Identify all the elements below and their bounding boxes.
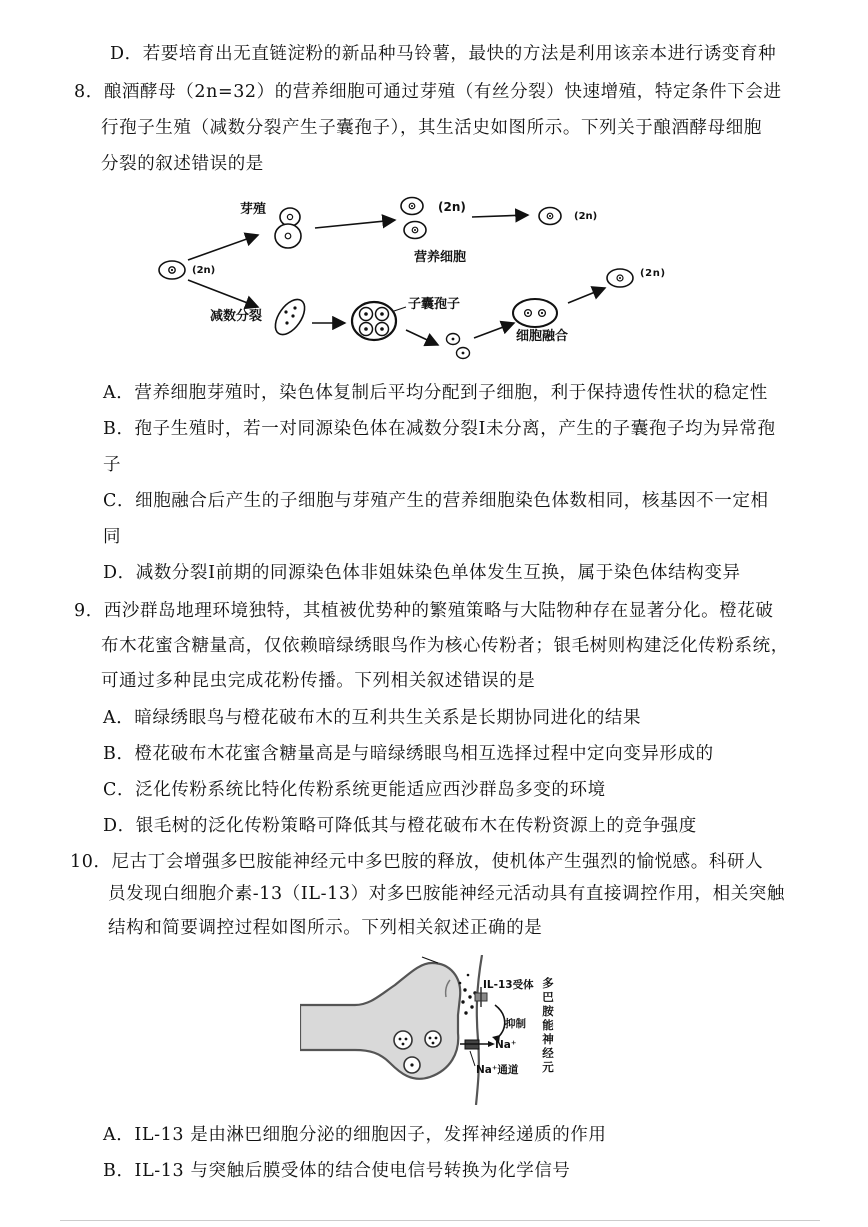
budding-cell [275,208,301,248]
right-ploidy-top: (2n) [574,211,598,222]
vegetative-cell-right [539,208,561,225]
q9-stem-line-1: 9．西沙群岛地理环境独特，其植被优势种的繁殖策略与大陆物种存在显著分化。橙花破 [74,601,774,621]
meiosis-cell [270,294,311,339]
q9-stem-line-2: 布木花蜜含糖量高，仅依赖暗绿绣眼鸟作为核心传粉者；银毛树则构建泛化传粉系统， [101,636,789,656]
q8-option-a: A．营养细胞芽殖时，染色体复制后平均分配到子细胞，利于保持遗传性状的稳定性 [103,383,768,403]
q10-option-a: A．IL-13 是由淋巴细胞分泌的细胞因子，发挥神经递质的作用 [103,1125,607,1145]
q8-option-d: D．减数分裂I前期的同源染色体非姐妹染色单体发生互换，属于染色体结构变异 [103,563,741,583]
receptor-label: IL-13受体 [483,979,534,991]
ascospore-label: 子囊孢子 [408,297,461,312]
na-label: Na⁺ [495,1039,517,1051]
start-ploidy: (2n) [192,265,216,276]
start-cell [159,261,185,279]
q10-stem-line-1: 10．尼古丁会增强多巴胺能神经元中多巴胺的释放，使机体产生强烈的愉悦感。科研人 [70,852,764,872]
final-ploidy-text: (2n) [640,268,666,279]
q8-stem-line-3: 分裂的叙述错误的是 [101,154,264,174]
page-bottom-border [60,1220,820,1221]
q9-option-a: A．暗绿绣眼鸟与橙花破布木的互利共生关系是长期协同进化的结果 [103,708,642,728]
released-dopamine [459,974,477,1015]
q9-option-d: D．银毛树的泛化传粉策略可降低其与橙花破布木在传粉资源上的竞争强度 [103,816,697,836]
q9-option-c: C．泛化传粉系统比特化传粉系统更能适应西沙群岛多变的环境 [103,780,606,800]
postsynaptic-membrane [476,955,482,1105]
q8-stem-line-2: 行孢子生殖（减数分裂产生子囊孢子），其生活史如图所示。下列关于酿酒酵母细胞 [101,118,762,138]
presynaptic-terminal [300,963,460,1079]
ascus [352,302,396,340]
q7-option-d: D．若要培育出无直链淀粉的新品种马铃薯，最快的方法是利用该亲本进行诱变育种 [110,44,777,64]
svg-text:经: 经 [542,1046,554,1060]
q8-option-c: C．细胞融合后产生的子细胞与芽殖产生的营养细胞染色体数相同，核基因不一定相 [103,491,769,511]
dopamine-neuron-label [542,976,554,1074]
synapse-figure [300,955,560,1105]
q8-option-b: B．孢子生殖时，若一对同源染色体在减数分裂I未分离，产生的子囊孢子均为异常孢 [103,419,776,439]
svg-text:神: 神 [542,1032,554,1046]
q9-option-b: B．橙花破布木花蜜含糖量高是与暗绿绣眼鸟相互选择过程中定向变异形成的 [103,744,714,764]
q9-stem-line-3: 可通过多种昆虫完成花粉传播。下列相关叙述错误的是 [101,671,536,691]
spores [447,334,470,359]
q8-option-c-cont: 同 [103,527,122,547]
meiosis-label: 减数分裂 [210,309,263,324]
q8-stem-line-1: 8．酿酒酵母（2n=32）的营养细胞可通过芽殖（有丝分裂）快速增殖，特定条件下会进 [74,82,782,102]
svg-text:能: 能 [542,1018,554,1032]
inhibit-label: 抑制 [505,1018,526,1030]
svg-text:多: 多 [542,976,554,990]
svg-text:胺: 胺 [542,1004,554,1018]
vegetative-label: 营养细胞 [414,250,467,265]
yeast-life-cycle-figure [150,190,650,370]
svg-text:巴: 巴 [542,990,554,1004]
veg-ploidy: (2n) [438,200,466,214]
final-cell [607,269,633,287]
q8-option-b-cont: 子 [103,455,122,475]
fusion-label: 细胞融合 [516,329,569,344]
q10-stem-line-3: 结构和简要调控过程如图所示。下列相关叙述正确的是 [108,918,543,938]
channel-label: Na⁺通道 [476,1064,519,1076]
budding-label: 芽殖 [240,202,267,217]
q10-stem-line-2: 员发现白细胞介素-13（IL-13）对多巴胺能神经元活动具有直接调控作用，相关突触 [108,884,785,904]
vegetative-cells [401,198,426,239]
svg-text:元: 元 [542,1060,554,1074]
fused-cell [513,299,557,327]
q10-option-b: B．IL-13 与突触后膜受体的结合使电信号转换为化学信号 [103,1161,571,1181]
